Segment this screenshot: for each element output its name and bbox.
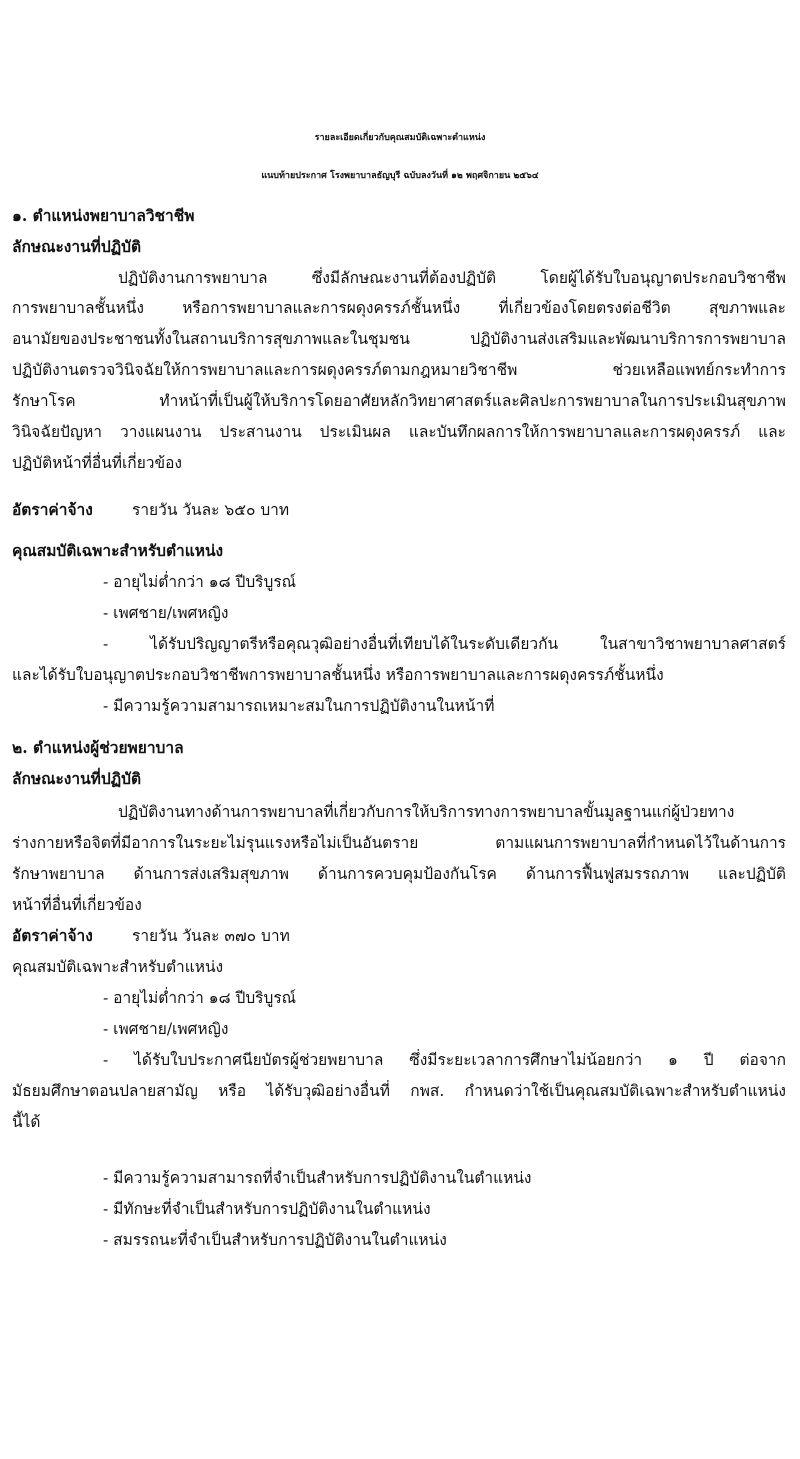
- section2-qual-item: - มีทักษะที่จำเป็นสำหรับการปฏิบัติงานในตำแหน่ง: [103, 1200, 431, 1218]
- section1-qual-item: - เพศชาย/เพศหญิง: [103, 604, 229, 622]
- section2-qual-heading: คุณสมบัติเฉพาะสำหรับตำแหน่ง: [12, 958, 224, 976]
- section2-heading: ๒. ตำแหน่งผู้ช่วยพยาบาล: [12, 738, 184, 757]
- section2-duty-line: หน้าที่อื่นที่เกี่ยวข้อง: [12, 896, 142, 914]
- section1-duty-line: วินิจฉัยปัญหา วางแผนงาน ประสานงาน ประเมินผล และบันทึกผลการให้การพยาบาลและการผดุงครรภ์ และ: [12, 423, 786, 441]
- section2-duty-heading: ลักษณะงานที่ปฏิบัติ: [12, 769, 142, 788]
- section1-qual-item: - อายุไม่ต่ำกว่า ๑๘ ปีบริบูรณ์: [103, 573, 297, 591]
- section2-duty-line: ปฏิบัติงานทางด้านการพยาบาลที่เกี่ยวกับการให้บริการทางการพยาบาลขั้นมูลฐานแก่ผู้ป่วยทาง: [118, 803, 735, 821]
- section1-duty-line: การพยาบาลชั้นหนึ่ง หรือการพยาบาลและการผดุงครรภ์ชั้นหนึ่ง ที่เกี่ยวข้องโดยตรงต่อชีวิต สุขภาพและ: [12, 299, 786, 317]
- section2-qual-item: - ได้รับใบประกาศนียบัตรผู้ช่วยพยาบาล ซึ่งมีระยะเวลาการศึกษาไม่น้อยกว่า ๑ ปี ต่อจาก: [103, 1051, 786, 1069]
- section1-duty-line: ปฏิบัติงานตรวจวินิจฉัยให้การพยาบาลและการผดุงครรภ์ตามกฎหมายวิชาชีพ ช่วยเหลือแพทย์กระทำการ: [12, 361, 786, 379]
- section1-wage-value: รายวัน วันละ ๖๕๐ บาท: [132, 501, 290, 519]
- section1-heading: ๑. ตำแหน่งพยาบาลวิชาชีพ: [12, 206, 195, 225]
- section1-qual-heading: คุณสมบัติเฉพาะสำหรับตำแหน่ง: [12, 541, 224, 560]
- section2-duty-line: ร่างกายหรือจิตที่มีอาการในระยะไม่รุนแรงหรือไม่เป็นอันตราย ตามแผนการพยาบาลที่กำหนดไว้ในด้านการ: [12, 834, 786, 852]
- section2-wage-label: อัตราค่าจ้าง: [12, 926, 93, 945]
- section1-duty-line: รักษาโรค ทำหน้าที่เป็นผู้ให้บริการโดยอาศัยหลักวิทยาศาสตร์และศิลปะการพยาบาลในการประเมินสุขภาพ: [12, 392, 786, 410]
- document-title: รายละเอียดเกี่ยวกับคุณสมบัติเฉพาะตำแหน่ง: [314, 133, 486, 143]
- section1-duty-line: ปฏิบัติหน้าที่อื่นที่เกี่ยวข้อง: [12, 454, 182, 472]
- section2-wage-value: รายวัน วันละ ๓๗๐ บาท: [132, 927, 290, 945]
- section2-qual-item: - อายุไม่ต่ำกว่า ๑๘ ปีบริบูรณ์: [103, 989, 297, 1007]
- section2-qual-item: - สมรรถนะที่จำเป็นสำหรับการปฏิบัติงานในตำแหน่ง: [103, 1231, 447, 1249]
- section1-duty-heading: ลักษณะงานที่ปฏิบัติ: [12, 237, 142, 256]
- section1-duty-line: ปฏิบัติงานการพยาบาล ซึ่งมีลักษณะงานที่ต้องปฏิบัติ โดยผู้ได้รับใบอนุญาตประกอบวิชาชีพ: [118, 269, 786, 287]
- section1-qual-item: - ได้รับปริญญาตรีหรือคุณวุฒิอย่างอื่นที่เทียบได้ในระดับเดียวกัน ในสาขาวิชาพยาบาลศาสตร์: [103, 635, 786, 653]
- section1-qual-item-cont: และได้รับใบอนุญาตประกอบวิชาชีพการพยาบาลชั้นหนึ่ง หรือการพยาบาลและการผดุงครรภ์ชั้นหนึ่ง: [12, 666, 664, 684]
- section2-qual-item-cont: มัธยมศึกษาตอนปลายสามัญ หรือ ได้รับวุฒิอย่างอื่นที่ กพส. กำหนดว่าใช้เป็นคุณสมบัติเฉพาะสำหรับตำแหน่ง: [12, 1082, 786, 1100]
- section1-wage-label: อัตราค่าจ้าง: [12, 500, 93, 519]
- section1-duty-line: อนามัยของประชาชนทั้งในสถานบริการสุขภาพและในชุมชน ปฏิบัติงานส่งเสริมและพัฒนาบริการการพยาบาล: [12, 330, 786, 348]
- document-subtitle: แนบท้ายประกาศ โรงพยาบาลธัญบุรี ฉบับลงวันที่ ๑๒ พฤศจิกายน ๒๕๖๔: [261, 171, 539, 181]
- section2-qual-item: - มีความรู้ความสามารถที่จำเป็นสำหรับการปฏิบัติงานในตำแหน่ง: [103, 1169, 532, 1187]
- section2-duty-line: รักษาพยาบาล ด้านการส่งเสริมสุขภาพ ด้านการควบคุมป้องกันโรค ด้านการฟื้นฟูสมรรถภาพ และปฏิบัติ: [12, 865, 786, 883]
- section1-qual-item: - มีความรู้ความสามารถเหมาะสมในการปฏิบัติงานในหน้าที่: [103, 697, 495, 715]
- section2-qual-item: - เพศชาย/เพศหญิง: [103, 1020, 229, 1038]
- section2-qual-item-cont: นี้ได้: [12, 1113, 41, 1131]
